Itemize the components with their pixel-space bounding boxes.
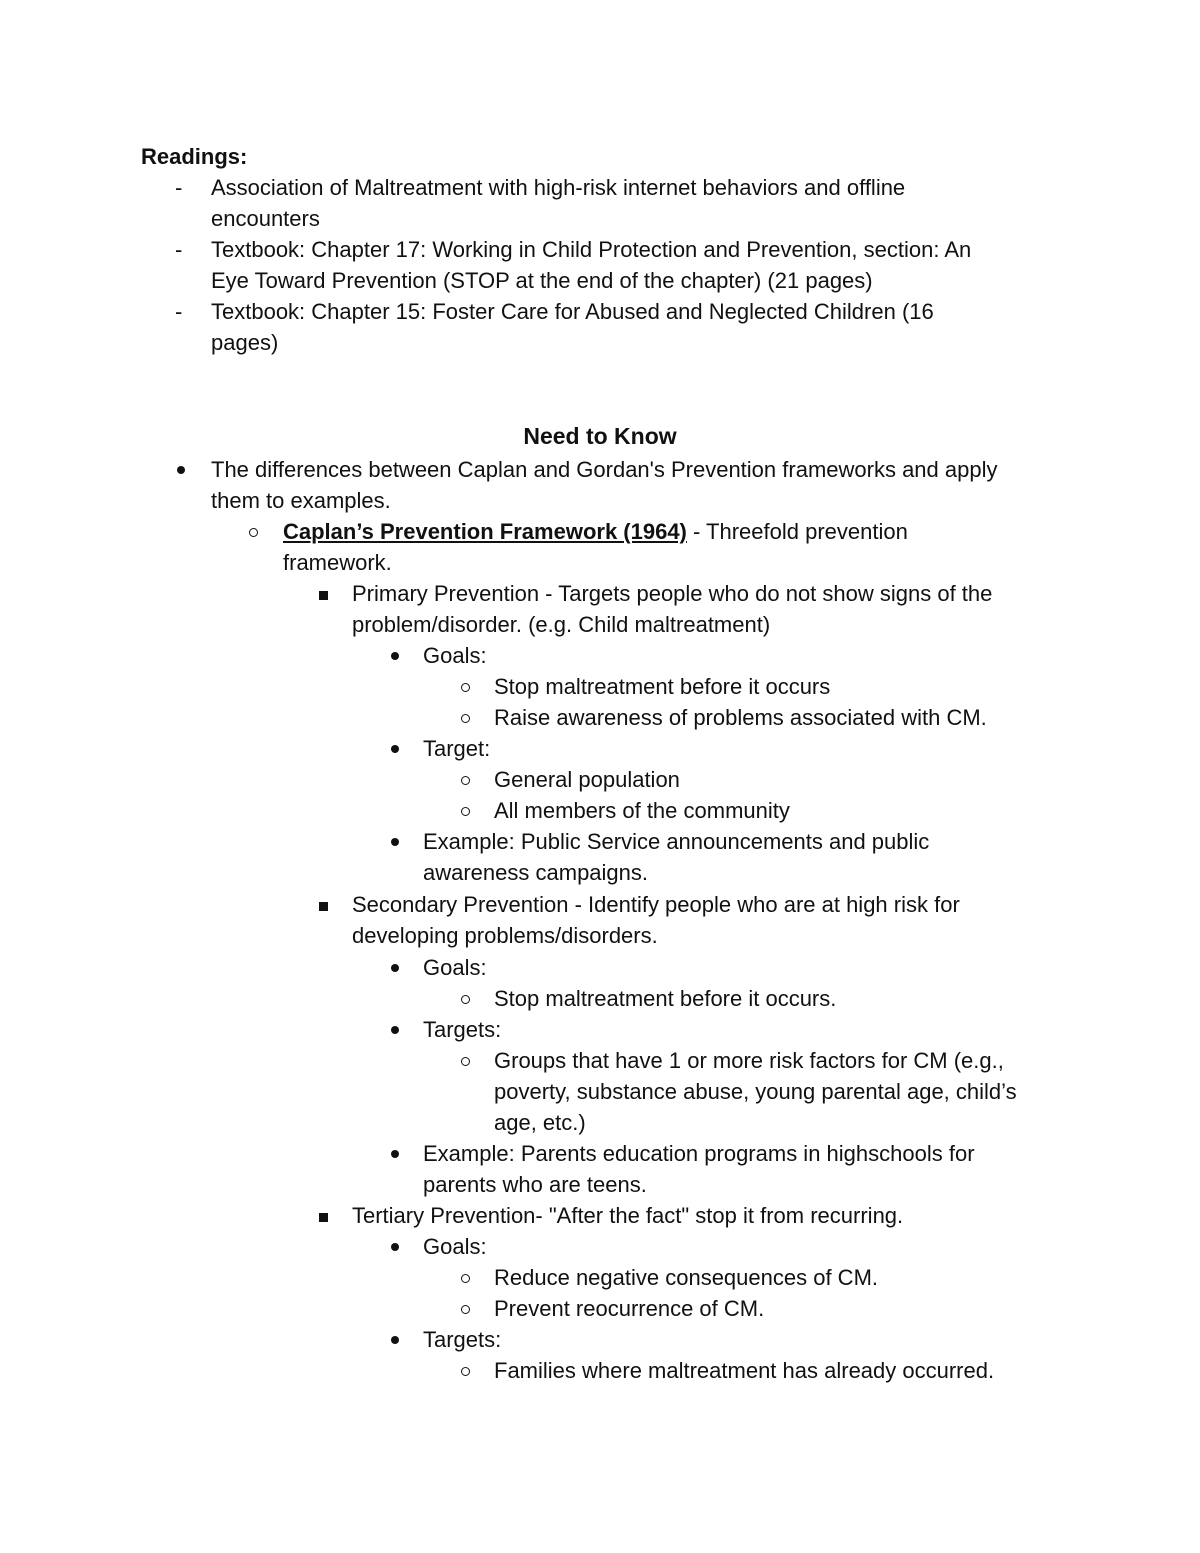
dash-marker: - (175, 175, 183, 200)
dash-marker: - (175, 237, 183, 262)
bullet-ring-icon (461, 1274, 470, 1283)
bullet-square-icon (319, 591, 328, 600)
secondary-target-label: Targets: (423, 1017, 502, 1042)
caplan-rest: - Threefold prevention (686, 519, 908, 544)
bullet-ring-icon (461, 1367, 470, 1376)
bullet-dot-icon (391, 1336, 399, 1344)
caplan-title: Caplan’s Prevention Framework (1964) (283, 519, 687, 544)
secondary-target-line-1: Groups that have 1 or more risk factors for CM (e.g., (494, 1048, 1004, 1073)
bullet-ring-icon (249, 528, 258, 537)
bullet-ring-icon (461, 1305, 470, 1314)
primary-goals-label: Goals: (423, 643, 487, 668)
primary-target-label: Target: (423, 736, 491, 761)
secondary-example-line-2: parents who are teens. (423, 1172, 647, 1197)
bullet-square-icon (319, 902, 328, 911)
dash-marker: - (175, 299, 183, 324)
secondary-goals-label: Goals: (423, 955, 487, 980)
bullet-dot-icon (391, 652, 399, 660)
reading-1-line-1: Association of Maltreatment with high-risk internet behaviors and offline (211, 175, 906, 200)
bullet-dot-icon (391, 838, 399, 846)
bullet-dot-icon (177, 466, 185, 474)
reading-3-line-1: Textbook: Chapter 15: Foster Care for Abused and Neglected Children (16 (211, 299, 934, 324)
bullet-dot-icon (391, 1026, 399, 1034)
tertiary-goal-1: Reduce negative consequences of CM. (494, 1265, 879, 1290)
reading-2-line-2: Eye Toward Prevention (STOP at the end of the chapter) (21 pages) (211, 268, 873, 293)
reading-3-line-2: pages) (211, 330, 279, 355)
bullet-ring-icon (461, 995, 470, 1004)
primary-goal-1: Stop maltreatment before it occurs (494, 674, 831, 699)
bullet-dot-icon (391, 964, 399, 972)
bullet-ring-icon (461, 807, 470, 816)
primary-example-line-1: Example: Public Service announcements and public (423, 829, 930, 854)
caplan-line-2: framework. (283, 550, 392, 575)
tertiary-goals-label: Goals: (423, 1234, 487, 1259)
secondary-goal-1: Stop maltreatment before it occurs. (494, 986, 837, 1011)
bullet-ring-icon (461, 714, 470, 723)
bullet-square-icon (319, 1213, 328, 1222)
bullet-ring-icon (461, 683, 470, 692)
caplan-line-1 (283, 516, 908, 547)
bullet-ring-icon (461, 1057, 470, 1066)
primary-target-2: All members of the community (494, 798, 790, 823)
secondary-line-1: Secondary Prevention - Identify people who are at high risk for (352, 892, 960, 917)
tertiary-goal-2: Prevent reocurrence of CM. (494, 1296, 765, 1321)
primary-line-2: problem/disorder. (e.g. Child maltreatment) (352, 612, 771, 637)
bullet-dot-icon (391, 1150, 399, 1158)
primary-target-1: General population (494, 767, 680, 792)
bullet-dot-icon (391, 745, 399, 753)
reading-2-line-1: Textbook: Chapter 17: Working in Child Protection and Prevention, section: An (211, 237, 972, 262)
primary-goal-2: Raise awareness of problems associated with CM. (494, 705, 987, 730)
main-item-line-1: The differences between Caplan and Gordan's Prevention frameworks and apply (211, 457, 998, 482)
secondary-target-line-3: age, etc.) (494, 1110, 586, 1135)
need-to-know-heading: Need to Know (523, 423, 677, 449)
tertiary-target-label: Targets: (423, 1327, 502, 1352)
main-item-line-2: them to examples. (211, 488, 391, 513)
secondary-example-line-1: Example: Parents education programs in highschools for (423, 1141, 975, 1166)
tertiary-target-1: Families where maltreatment has already occurred. (494, 1358, 995, 1383)
primary-example-line-2: awareness campaigns. (423, 860, 649, 885)
secondary-target-line-2: poverty, substance abuse, young parental age, child’s (494, 1079, 1017, 1104)
primary-line-1: Primary Prevention - Targets people who do not show signs of the (352, 581, 993, 606)
tertiary-line: Tertiary Prevention- "After the fact" stop it from recurring. (352, 1203, 904, 1228)
reading-1-line-2: encounters (211, 206, 320, 231)
bullet-ring-icon (461, 776, 470, 785)
secondary-line-2: developing problems/disorders. (352, 923, 658, 948)
bullet-dot-icon (391, 1243, 399, 1251)
readings-heading: Readings: (141, 144, 248, 169)
